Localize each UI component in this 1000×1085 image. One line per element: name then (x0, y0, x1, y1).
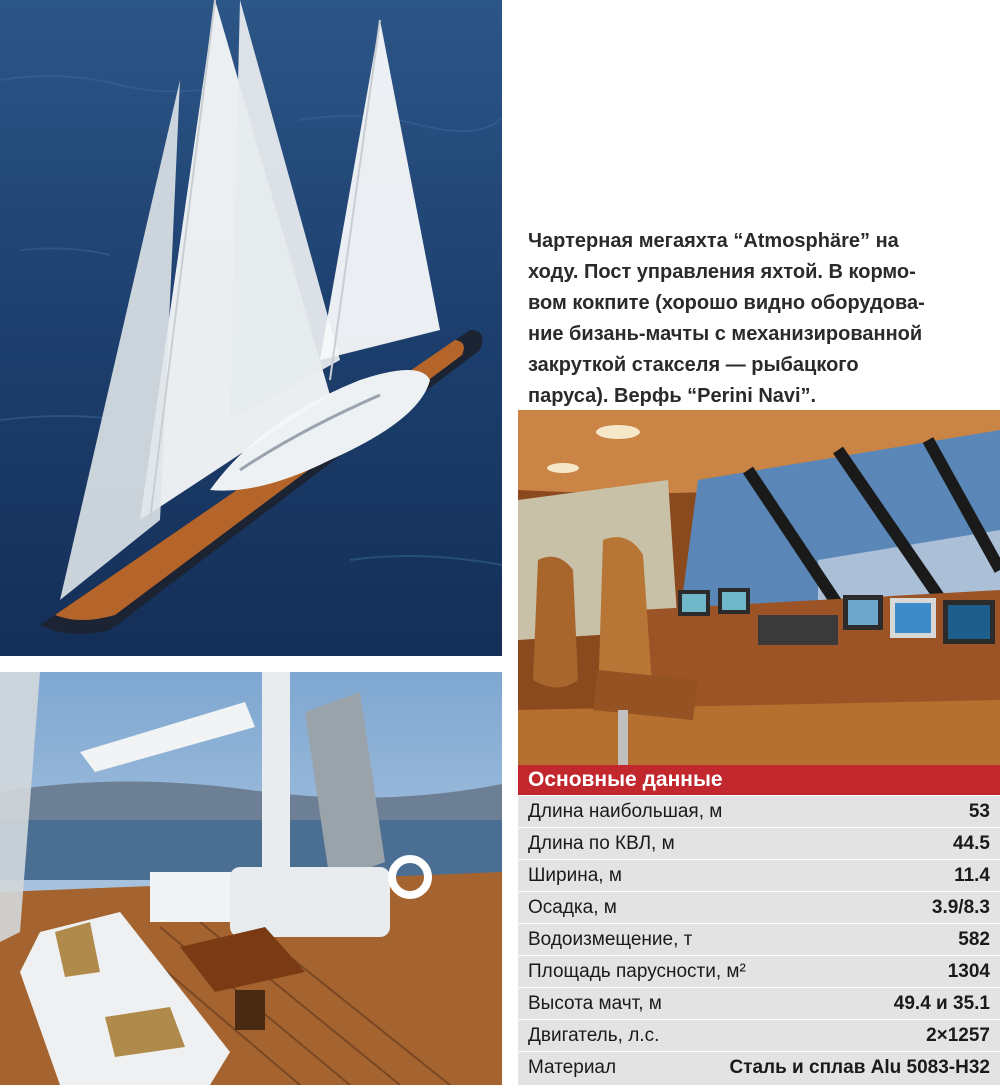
spec-value: Сталь и сплав Alu 5083-H32 (729, 1056, 990, 1078)
spec-value: 11.4 (954, 864, 990, 886)
spec-value: 53 (968, 800, 990, 822)
spec-label: Водоизмещение, т (528, 928, 693, 950)
bridge-interior-photo (518, 410, 1000, 765)
specs-title: Основные данные (518, 765, 1000, 795)
spec-row-material (518, 1051, 1000, 1083)
spec-row-waterline-length (518, 827, 1000, 859)
spec-row-mast-height (518, 987, 1000, 1019)
spec-value: 2×1257 (926, 1024, 990, 1046)
photo-caption: Чартерная мегаяхта “Atmosphäre” на ходу. Пост управления яхтой. В кормо- вом кокпите (хорошо видно оборудова- ние бизань-мачты с механизированной закруткой стакселя — рыбацкого паруса). Верфь “Perini Navi”. (528, 230, 925, 407)
spec-label: Площадь парусности, м² (528, 960, 746, 982)
spec-value: 44.5 (953, 832, 990, 854)
spec-label: Осадка, м (528, 896, 617, 918)
spec-row-beam (518, 859, 1000, 891)
spec-label: Ширина, м (528, 864, 622, 886)
spec-label: Двигатель, л.с. (528, 1024, 660, 1046)
spec-value: 3.9/8.3 (931, 896, 990, 918)
spec-label: Длина наибольшая, м (528, 800, 723, 822)
yacht-aerial-photo (0, 0, 502, 656)
spec-label: Длина по КВЛ, м (528, 832, 675, 854)
spec-label: Материал (528, 1056, 617, 1078)
spec-value: 1304 (947, 960, 990, 982)
spec-label: Высота мачт, м (528, 992, 662, 1014)
cockpit-photo (0, 672, 502, 1085)
spec-row-sail-area (518, 955, 1000, 987)
spec-value: 49.4 и 35.1 (893, 992, 990, 1014)
spec-row-draft (518, 891, 1000, 923)
spec-row-length-overall (518, 795, 1000, 827)
spec-value: 582 (958, 928, 990, 950)
specs-table (518, 765, 1000, 1085)
spec-row-displacement (518, 923, 1000, 955)
spec-row-engine (518, 1019, 1000, 1051)
